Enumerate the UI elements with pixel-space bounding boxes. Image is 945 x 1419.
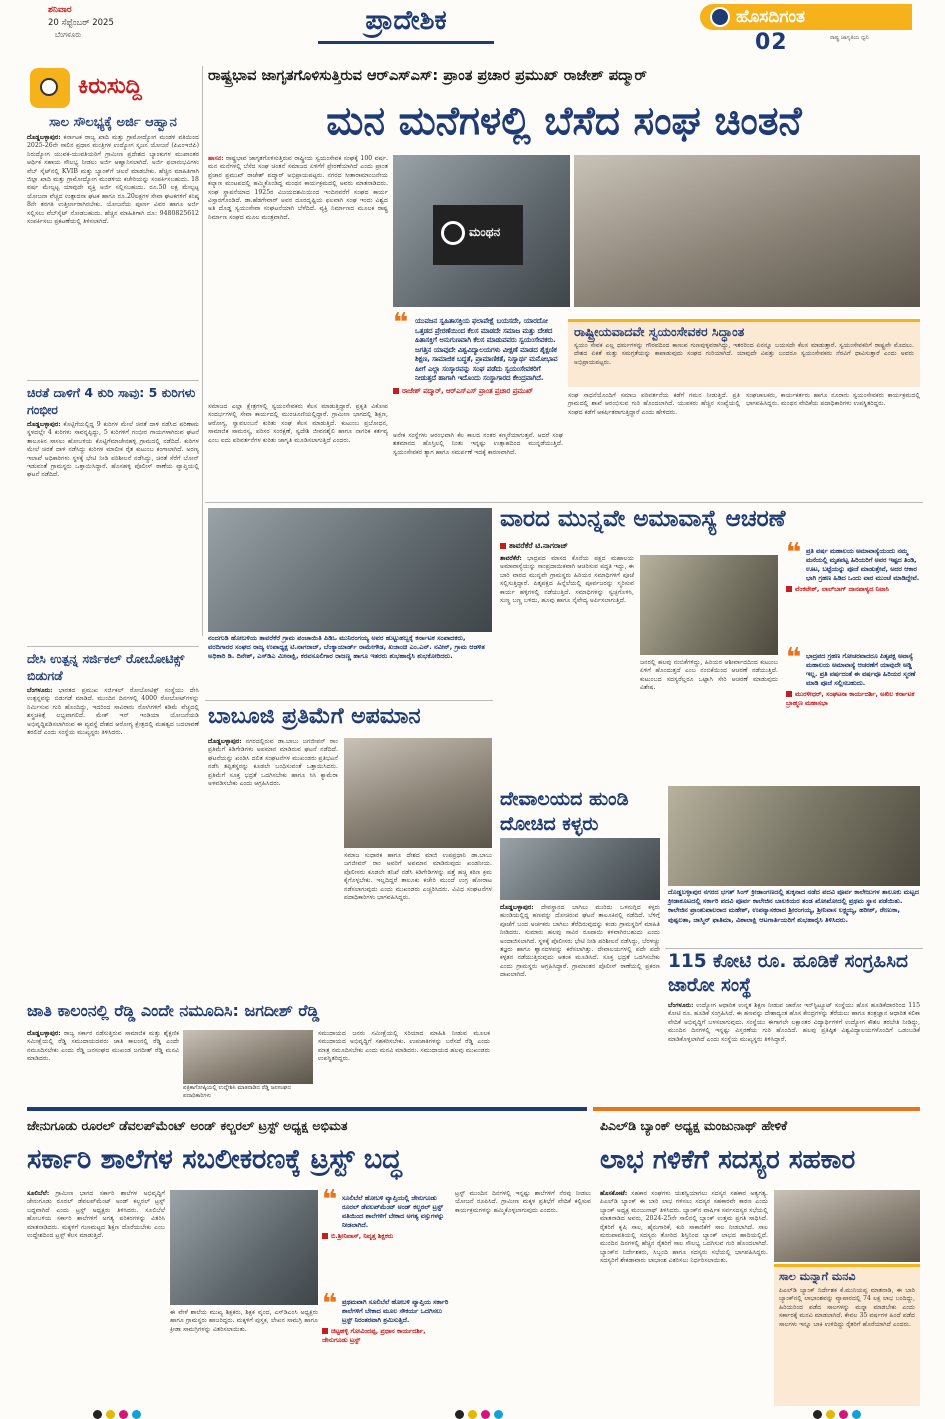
- pld-body-1: [600, 1190, 768, 1266]
- jeenugodu-quote-1-author-text: ಬಿ.ಶ್ರೀನಿವಾಸ್, ನಿವೃತ್ತ ಶಿಕ್ಷಕರು: [331, 1232, 394, 1240]
- jeenugodu-text-1: ಗ್ರಾಮೀಣ ಭಾಗದ ಸರ್ಕಾರಿ ಶಾಲೆಗಳ ಅಭಿವೃದ್ಧಿಗೆ ಜೇನುಗೂಡು ರೂರಲ್ ಡೆವಲಪ್‌ಮೆಂಟ್ ಅಂಡ್ ಕಲ್ಚರಲ್ ಟ್ರಸ್ಟ್ ಬದ್ಧವಾಗಿದೆ ಎಂದು ಟ್ರಸ್ಟ್ ಅಧ್ಯಕ್ಷರು ತಿಳಿಸಿದರು. ಸೂಲಿಬೆಲೆ ಹೋಬಳಿಯ ಸರ್ಕಾರಿ ಶಾಲೆಗಳಿಗೆ ಅಗತ್ಯ ಪರಿಕರಗಳನ್ನು ವಿತರಿಸಿ ಮಾತನಾಡಿದರು. ಮಕ್ಕಳಿಗೆ ಗುಣಮಟ್ಟದ ಶಿಕ್ಷಣ ದೊರೆಯಬೇಕು ಎಂಬ ಉದ್ದೇಶದಿಂದ ಟ್ರಸ್ಟ್ ಕೆಲಸ ಮಾಡುತ್ತಿದೆ.: [27, 1190, 165, 1240]
- section-banner: [318, 3, 494, 44]
- bullet-square-icon: [322, 1233, 328, 1239]
- quote-mark-icon: ❝: [786, 643, 802, 673]
- lead-text-4: ಸಂಘ ಸಾಧನೆಯೊಂದಿಗೆ ಸಮಾಜ ಪರಿವರ್ತನೆಯ ಕಡೆಗೆ ಗಮನ ನೀಡುತ್ತಿದೆ. ಪ್ರತಿ ಗ್ರಾಮದಲ್ಲಿ ಶಾಖೆ ಆರಂಭಿಸುವ ಗುರಿ ಹೊಂದಲಾಗಿದೆ. ಯುವಕರು ಹೆಚ್ಚಿನ ಸಂಖ್ಯೆಯಲ್ಲಿ ಸಂಘದ ಕಡೆಗೆ ಆಕರ್ಷಿತರಾಗುತ್ತಿದ್ದಾರೆ ಎಂದು ಹೇಳಿದರು.: [568, 392, 740, 416]
- lead-text-5: ಸಂಘಚಾಲಕರು, ಕಾರ್ಯಕರ್ತರು ಹಾಗೂ ನೂರಾರು ಸ್ವಯಂಸೇವಕರು ಕಾರ್ಯಕ್ರಮದಲ್ಲಿ ಭಾಗವಹಿಸಿದ್ದರು. ಮಂಥನ ವೇದಿಕೆಯ ಪದಾಧಿಕಾರಿಗಳು ಉಪಸ್ಥಿತರಿದ್ದರು.: [746, 392, 920, 408]
- pld-kicker: ಪಿಎಲ್‌ಡಿ ಬ್ಯಾಂಕ್ ಅಧ್ಯಕ್ಷ ಮಂಜುನಾಥ್ ಹೇಳಿಕೆ: [600, 1118, 788, 1133]
- jeenugodu-dateline: ಸೂಲಿಬೆಲೆ:: [27, 1190, 50, 1197]
- divider: [27, 380, 199, 381]
- jati-text-1: ರಾಜ್ಯ ಸರ್ಕಾರ ನಡೆಸುತ್ತಿರುವ ಸಾಮಾಜಿಕ ಮತ್ತು ಶೈಕ್ಷಣಿಕ ಸಮೀಕ್ಷೆಯಲ್ಲಿ ರೆಡ್ಡಿ ಸಮುದಾಯದವರು ಜಾತಿ ಕಾಲಂನಲ್ಲಿ ರೆಡ್ಡಿ ಎಂದೇ ನಮೂದಿಸಬೇಕು ಎಂದು ರೆಡ್ಡಿ ಜನಸಂಘದ ಮುಖಂಡ ಜಗದೀಶ್ ರೆಡ್ಡಿ ಮನವಿ ಮಾಡಿದರು.: [27, 1030, 179, 1063]
- bullet-square-icon: [322, 1328, 328, 1334]
- tavarekere-photo: [208, 508, 492, 632]
- paper-logo-banner: [700, 4, 912, 30]
- jeenugodu-body-1: [27, 1190, 165, 1240]
- bullet-square-icon: [393, 388, 399, 394]
- bullet-square-icon: [786, 691, 792, 697]
- jati-press-photo: [183, 1030, 313, 1084]
- lead-sidebar: [568, 319, 920, 387]
- kirusuddi-label: [22, 66, 200, 110]
- pld-meeting-photo: [774, 1190, 920, 1262]
- jeenugodu-photo: [170, 1190, 318, 1305]
- tavarekere-caption: [208, 634, 492, 696]
- left-column-divider: [202, 66, 203, 636]
- registration-mark: [468, 1410, 477, 1419]
- lead-column-1: [208, 155, 388, 403]
- jeenugodu-headline: ಸರ್ಕಾರಿ ಶಾಲೆಗಳ ಸಬಲೀಕರಣಕ್ಕೆ ಟ್ರಸ್ಟ್ ಬದ್ಧ: [27, 1144, 402, 1175]
- amavasye-reporter: [500, 541, 568, 551]
- jeenugodu-quote-2-author: [322, 1327, 450, 1344]
- registration-mark: [826, 1410, 835, 1419]
- pld-box-title: ಸಾಲ ಮನ್ನಾಗೆ ಮನವಿ: [779, 1270, 856, 1283]
- registration-mark: [455, 1410, 464, 1419]
- kirusuddi-title: ಕಿರುಸುದ್ದಿ: [78, 74, 142, 99]
- college-team-photo: [668, 786, 920, 886]
- lead-dateline: ಹಾಸನ:: [208, 155, 224, 162]
- masthead-city: ಬೆಂಗಳೂರು: [55, 31, 82, 39]
- amavasye-quote-1: [786, 538, 920, 643]
- story-robotics-headline: ದೇಸಿ ಉತ್ಪನ್ನ ಸರ್ಜಿಕಲ್ ರೋಬೋಟಿಕ್ಸ್ ಬಿಡುಗಡೆ: [27, 651, 185, 683]
- babuji-text-2: ಸಮಾಜ ಸುಧಾರಕ ಹಾಗೂ ದೇಶದ ಮಾಜಿ ಉಪಪ್ರಧಾನಿ ಡಾ.ಬಾಬು ಜಗಜೀವನ್ ರಾಂ ಅವರಿಗೆ ಅಪಮಾನ ಮಾಡಿರುವುದು ಖಂಡನೀಯ. ಪೊಲೀಸರು ಕೂಡಲೇ ತನಿಖೆ ನಡೆಸಿ ಕಿಡಿಗೇಡಿಗಳನ್ನು ಪತ್ತೆ ಹಚ್ಚಿ ಕಠಿಣ ಕ್ರಮ ಕೈಗೊಳ್ಳಬೇಕು. ಇಲ್ಲದಿದ್ದರೆ ತಾಲೂಕು ಕಚೇರಿ ಮುಂದೆ ಉಗ್ರ ಹೋರಾಟ ನಡೆಸಲಾಗುವುದು ಎಂದು ಮುಖಂಡರು ಎಚ್ಚರಿಸಿದರು. ವಿವಿಧ ಸಂಘಟನೆಗಳ ಪದಾಧಿಕಾರಿಗಳು ಭಾಗವಹಿಸಿದ್ದರು.: [344, 852, 492, 902]
- story-robotics-text: ಭಾರತದ ಪ್ರಮುಖ ಸರ್ಜಿಕಲ್ ರೋಬೋಟಿಕ್ಸ್ ಸಂಸ್ಥೆಯು ದೇಸಿ ಉತ್ಪನ್ನವನ್ನು ಬಿಡುಗಡೆ ಮಾಡಿದೆ. ಮುಂದಿನ ದಿನಗಳಲ್ಲಿ 4000 ರೋಬೋಟ್‌ಗಳನ್ನು ನಿರ್ಮಿಸುವ ಗುರಿ ಹೊಂದಿದ್ದು, ಇದರಿಂದ ಸಾವಿರಾರು ರೋಗಿಗಳಿಗೆ ಕಡಿಮೆ ವೆಚ್ಚದಲ್ಲಿ ಶಸ್ತ್ರಚಿಕಿತ್ಸೆ ಲಭ್ಯವಾಗಲಿದೆ. ಮೇಕ್ ಇನ್ ಇಂಡಿಯಾ ಯೋಜನೆಯಡಿ ಅಭಿವೃದ್ಧಿಪಡಿಸಲಾಗಿರುವ ಈ ವ್ಯವಸ್ಥೆ ದೇಶದ ಆರೋಗ್ಯ ಕ್ಷೇತ್ರದಲ್ಲಿ ಮಹತ್ವದ ಬದಲಾವಣೆ ತರಲಿದೆ ಎಂದು ಸಂಸ್ಥೆಯ ಮುಖ್ಯಸ್ಥರು ತಿಳಿಸಿದರು.: [27, 687, 199, 737]
- jati-column-1: [27, 1030, 179, 1090]
- hundi-photo: [500, 838, 660, 900]
- babuji-column-1: [208, 738, 338, 995]
- kirusuddi-story-loan: [27, 114, 199, 377]
- jaro-text: ಉದ್ಯೋಗ ಆಧಾರಿತ ಉನ್ನತ ಶಿಕ್ಷಣ ನೀಡುವ ಜಾರೋ ಇನ್‌ಸ್ಟಿಟ್ಯೂಟ್ ಸಂಸ್ಥೆಯು ಹೊಸ ಹೂಡಿಕೆದಾರರಿಂದ 115 ಕೋಟಿ ರೂ. ಹೂಡಿಕೆ ಸಂಗ್ರಹಿಸಿದೆ. ಈ ಹಣವನ್ನು ದೇಶಾದ್ಯಂತ ಹೊಸ ಕೇಂದ್ರಗಳನ್ನು ತೆರೆಯಲು ಹಾಗೂ ತಂತ್ರಜ್ಞಾನ ಆಧಾರಿತ ಕಲಿಕಾ ವೇದಿಕೆ ಅಭಿವೃದ್ಧಿಗೆ ಬಳಸಲಾಗುವುದು. ಸಂಸ್ಥೆಯು ಈಗಾಗಲೇ ಲಕ್ಷಾಂತರ ವಿದ್ಯಾರ್ಥಿಗಳಿಗೆ ಉದ್ಯೋಗ ಕೌಶಲ ತರಬೇತಿ ನೀಡಿದ್ದು, ಮುಂದಿನ ದಿನಗಳಲ್ಲಿ ಇನ್ನಷ್ಟು ವಿಸ್ತರಣೆಯ ಗುರಿ ಹೊಂದಿದೆ. ಹಲವು ಪ್ರತಿಷ್ಠಿತ ವಿಶ್ವವಿದ್ಯಾಲಯಗಳೊಂದಿಗೆ ಒಡಂಬಡಿಕೆ ಮಾಡಿಕೊಳ್ಳಲಾಗಿದೆ ಎಂದು ಸಂಸ್ಥೆಯ ಮುಖ್ಯಸ್ಥರು ತಿಳಿಸಿದ್ದಾರೆ.: [668, 1002, 921, 1043]
- registration-mark: [852, 1410, 861, 1419]
- story-loan-dateline: ದೊಡ್ಡಬಳ್ಳಾಪುರ:: [27, 134, 61, 141]
- hundi-dateline: ದೊಡ್ಡಬಳ್ಳಾಪುರ:: [500, 904, 534, 911]
- paper-tagline: ರಾಷ್ಟ್ರ ಜಾಗೃತಿಯ ಧ್ವನಿ: [830, 35, 869, 41]
- amavasye-grave-photo: [640, 555, 778, 655]
- pld-text-2: ಸಾಲ ಮರುಪಾವತಿಯಲ್ಲಿ ಸದಸ್ಯರು ತೋರಿದ ಶಿಸ್ತಿನಿಂದ ಬ್ಯಾಂಕ್ ಲಾಭದ ಹಾದಿಯಲ್ಲಿದೆ. ಮುಂದಿನ ದಿನಗಳಲ್ಲಿ ಹೆಚ್ಚಿನ ರೈತರಿಗೆ ಸಾಲ ಸೌಲಭ್ಯ ಒದಗಿಸುವ ಗುರಿ ಹೊಂದಲಾಗಿದೆ. ಬ್ಯಾಂಕ್‌ನ ನಿರ್ದೇಶಕರು, ಸಿಬ್ಬಂದಿ ಹಾಗೂ ಸದಸ್ಯರು ಸಭೆಯಲ್ಲಿ ಭಾಗವಹಿಸಿದ್ದರು. ಸದಸ್ಯರಿಗೆ ಶೇಕಡಾವಾರು ಲಾಭಾಂಶ ವಿತರಿಸಲು ನಿರ್ಧರಿಸಲಾಯಿತು.: [600, 1223, 768, 1265]
- lead-headline: ಮನ ಮನೆಗಳಲ್ಲಿ ಬೆಸೆದ ಸಂಘ ಚಿಂತನೆ: [326, 99, 802, 144]
- jeenugodu-quote-1-text: ಸೂಲಿಬೆಲೆ ಹೋಬಳಿ ವ್ಯಾಪ್ತಿಯಲ್ಲಿ ಜೇನುಗೂಡು ರೂರಲ್ ಡೆವಲಪ್‌ಮೆಂಟ್ ಅಂಡ್ ಕಲ್ಚರಲ್ ಟ್ರಸ್ಟ್ ವತಿಯಿಂದ ಶಾಲೆಗಳಿಗೆ ಬೇಕಾದ ಅಗತ್ಯ ವಸ್ತುಗಳನ್ನು ನೀಡಲಾಗಿದೆ.: [342, 1194, 445, 1229]
- college-caption: [668, 888, 920, 946]
- babuji-protest-photo: [344, 738, 492, 848]
- hundi-body: [500, 904, 660, 980]
- tavarekere-caption-text: ನಂದಗುಡಿ ಹೋಬಳಿಯ ತಾವರೆಕೆರೆ ಗ್ರಾಮ ಪಂಚಾಯಿತಿ ಪಿಡಿಒ ಮುನಿರಂಗಯ್ಯ ಅವರ ಹುಟ್ಟುಹಬ್ಬಕ್ಕೆ ಕರ್ನಾಟಕ ಸಂಪಾದಕರು, ವರದಿಗಾರರ ಸಂಘದ ರಾಜ್ಯ ಉಪಾಧ್ಯಕ್ಷ ಟಿ.ನಾಗರಾಜ್, ಬೆಂಕ್ಯಾಯಾರ್ಡ್ ರಾಮೇಗೌಡ, ಖಜಾಂಚಿ ಎಂ.ಎನ್. ನವೀನ್, ಗ್ರಾಮ ಆಡಳಿತ ಅಧಿಕಾರಿ ಡಿ. ದಿನೇಶ್, ಎಸ್‌ಡಿಎ ಮೀನಾಕ್ಷಿ, ಕರವಸೂಲಿಗಾರ ರಾಜಣ್ಣ ಹಾಗೂ ಇತರರು ಶುಭಹಾರೈಸಿ ಶುಭಕೋರಿದರು.: [208, 634, 485, 661]
- amavasye-column-1: [500, 555, 634, 775]
- story-loan-text: ಕರ್ನಾಟಕ ರಾಜ್ಯ ಖಾದಿ ಮತ್ತು ಗ್ರಾಮೋದ್ಯೋಗ ಮಂಡಳಿ ವತಿಯಿಂದ 2025-26ನೇ ಸಾಲಿನ ಪ್ರಧಾನ ಮಂತ್ರಿಗಳ ಉದ್ಯೋಗ ಸೃಜನ ಯೋಜನೆ (ಪಿಎಂಇಜಿಪಿ) ನಿರುದ್ಯೋಗ ಯುವಕ-ಯುವತಿಯರಿಗೆ ಗ್ರಾಮೀಣ ಪ್ರದೇಶದ ಬ್ಯಾಂಕುಗಳ ಮುಖಾಂತರ ಆರ್ಥಿಕ ಸಹಾಯ ಸೌಲಭ್ಯ ನೀಡಲು ಅರ್ಜಿ ಆಹ್ವಾನಿಸಲಾಗಿದೆ. ಅರ್ಜಿ ಫಲಾನುಭವಿಗಳು ವೆಬ್ ಸೈಟ್‌ನಲ್ಲಿ KVIB ಮತ್ತು ಬ್ಯಾಂಕ್‌ಗೆ ಚಲನೆ ಮಾಡಬೇಕು. ಹೆಚ್ಚಿನ ಮಾಹಿತಿಗಾಗಿ ಜಿಲ್ಲಾ ಖಾದಿ ಮತ್ತು ಗ್ರಾಮೋದ್ಯೋಗ ಮಂಡಳಿಯ ಕಚೇರಿಯನ್ನು ಸಂಪರ್ಕಿಸಬಹುದು. 18 ವರ್ಷ ಮೇಲ್ಪಟ್ಟ ಯಾವುದೇ ವ್ಯಕ್ತಿ ಅರ್ಜಿ ಸಲ್ಲಿಸಬಹುದು. ರೂ.50 ಲಕ್ಷ ಮೇಲ್ಪಟ್ಟ ಯೋಜನಾ ವೆಚ್ಚದ ಉತ್ಪಾದನಾ ಘಟಕ ಹಾಗೂ ರೂ.20ಲಕ್ಷಗಳ ಸೇವಾ ಘಟಕಗಳಿಗೆ ಕನಿಷ್ಠ 8ನೇ ತರಗತಿ ಉತ್ತೀರ್ಣರಾಗಿರಬೇಕು. ಯೋಜನೆಯ ಪೂರ್ಣ ವಿವರ ಹಾಗೂ ಅರ್ಜಿ ಸಲ್ಲಿಸಲು ವೆಬ್‌ಸೈಟ್ ನೋಡಬಹುದು. ಹೆಚ್ಚಿನ ಮಾಹಿತಿಗಾಗಿ ದೂ: 9480825612 ಸಂಪರ್ಕಿಸಲು ಪ್ರಕಟಣೆಯಲ್ಲಿ ತಿಳಿಸಲಾಗಿದೆ.: [27, 134, 200, 226]
- registration-mark: [813, 1410, 822, 1419]
- lead-text-1: ರಾಷ್ಟ್ರಭಾವ ಜಾಗೃತಗೊಳಿಸುತ್ತಿರುವ ರಾಷ್ಟ್ರೀಯ ಸ್ವಯಂಸೇವಕ ಸಂಘಕ್ಕೆ 100 ವರ್ಷ. ಮನ ಮನೆಗಳಲ್ಲಿ ಬೆಸೆದ ಸಂಘ ಚಿಂತನೆ ಸಮಾಜದ ಏಳಿಗೆಗೆ ಪ್ರೇರಣೆಯಾಗಿದೆ ಎಂದು ಪ್ರಾಂತ ಪ್ರಚಾರ ಪ್ರಮುಖ್ ರಾಜೇಶ್ ಪದ್ಮಾರ್ ಅಭಿಪ್ರಾಯಪಟ್ಟರು. ನಗರದ ಸೀತಾರಾಮಾಂಜನೇಯ ಕಲ್ಯಾಣ ಮಂಟಪದಲ್ಲಿ ಹಮ್ಮಿಕೊಂಡಿದ್ದ ಮಂಥನ ಕಾರ್ಯಕ್ರಮದಲ್ಲಿ ಅವರು ಮಾತನಾಡಿದರು. ಸಂಘ ಸ್ಥಾಪನೆಯಾದ 1925ರ ವಿಜಯದಶಮಿಯಿಂದ ಇಂದಿನವರೆಗೆ ಸಂಘದ ಕಾರ್ಯ ವಿಸ್ತಾರಗೊಂಡಿದೆ. ಡಾ.ಹೆಡಗೇವಾರ್ ಅವರ ದೂರದೃಷ್ಟಿಯ ಫಲವಾಗಿ ಸಂಘ ಇಂದು ವಿಶ್ವದ ಅತಿ ದೊಡ್ಡ ಸ್ವಯಂಸೇವಾ ಸಂಘಟನೆಯಾಗಿ ಬೆಳೆದಿದೆ. ವ್ಯಕ್ತಿ ನಿರ್ಮಾಣದ ಮೂಲಕ ರಾಷ್ಟ್ರ ನಿರ್ಮಾಣ ಸಂಘದ ಮೂಲ ಮಂತ್ರವಾಗಿದೆ.: [208, 155, 389, 221]
- page-number: 02: [755, 30, 788, 55]
- lead-quote-author-text: ರಾಜೇಶ್ ಪದ್ಮಾರ್, ಆರ್‌ಎಸ್‌ಎಸ್ ಪ್ರಾಂತ ಪ್ರಚಾರ ಪ್ರಮುಖ್: [402, 386, 534, 395]
- separator-left: [27, 1107, 587, 1111]
- section-separator-bar: [27, 1107, 920, 1111]
- divider: [205, 700, 493, 701]
- lead-column-5: [746, 392, 920, 497]
- registration-mark: [119, 1410, 128, 1419]
- logo-emblem-icon: [710, 7, 730, 27]
- masthead-day: ಶನಿವಾರ: [48, 5, 72, 15]
- amavasye-quote-1-author-text: ವೆಂಕಟೇಶ್, ಲಾಲ್‌ಬಾಗ್ ದಾನಪಾಳ್ಯದ ನಿವಾಸಿ: [795, 585, 889, 593]
- story-loan-body: [27, 134, 199, 226]
- amavasye-quote-1-text: ಪ್ರತಿ ವರ್ಷ ಮಹಾಲಯ ಅಮಾವಾಸ್ಯೆಯಂದು ನಮ್ಮ ಮನೆಯಲ್ಲಿ ಮೃತಪಟ್ಟ ಹಿರಿಯರಿಗೆ ಅವರ ಇಷ್ಟದ ತಿಂಡಿ, ಊಟ, ಬಟ್ಟೆಯನ್ನು ಪೂಜೆ ಮಾಡುತ್ತೇವೆ, ಅದರ ಆಕಾರ ಭಾಗಿ ಗ್ರಹಣ ಹಿಡಿದ ಒಂದು ವಾರ ಮುಂಚೆ ಮಾಡಿದ್ದೇವೆ.: [806, 547, 920, 582]
- pld-box: [774, 1264, 920, 1406]
- lead-quote-text: ಯುವಜನ ಸ್ವಹಿತಾಸಕ್ತಿಯ ಫಲಾಪೇಕ್ಷೆ ಬಯಸದೇ, ಯಾರದೋ ಒತ್ತಡದ ಪ್ರೇರಣೆಯಿಂದ ಕೆಲಸ ಮಾಡದೇ ಸಮಾಜ ಮತ್ತು ದೇಶದ ಹಿತಾಸಕ್ತಿಗೆ ಅನುಗುಣವಾಗಿ ಕೆಲಸ ಮಾಡುವವರು ಸ್ವಯಂಸೇವಕರು. ಜಗತ್ತಿನ ಯಾವುದೇ ವಿಶ್ವವಿದ್ಯಾಲಯಗಳು ವೀಕ್ಷಣೆ ಮಾಡದ ಶೈಕ್ಷಣಿಕ ಶಿಕ್ಷಣ, ಸಾಮಾಜಿಕ ಬದ್ಧತೆ, ಪ್ರಾಮಾಣಿಕತೆ, ನಿಸ್ವಾರ್ಥ ಮನೋಭಾವ ಹೀಗೆ ಎಲ್ಲಾ ಸಂಸ್ಕಾರವನ್ನು ಸಂಘ ಪಡೆದು ಸ್ವಯಂಸೇವಕರಿಗೆ ನೀಡುತ್ತದೆ ಹಾಗಾಗಿ ಇದೊಂದು ಸಂಸ್ಥಾಗಾರದ ಕೇಂದ್ರವಾಗಿದೆ.: [415, 317, 558, 382]
- jeenugodu-quote-1-author: [322, 1232, 450, 1241]
- jeenugodu-text-3: ಟ್ರಸ್ಟ್ ಮುಂದಿನ ದಿನಗಳಲ್ಲಿ ಇನ್ನಷ್ಟು ಶಾಲೆಗಳಿಗೆ ನೆರವು ನೀಡಲು ಯೋಜನೆ ರೂಪಿಸಿದೆ. ಗ್ರಾಮೀಣ ಮಕ್ಕಳ ಪ್ರತಿಭೆಗೆ ವೇದಿಕೆ ಕಲ್ಪಿಸುವ ಕಾರ್ಯಕ್ರಮಗಳನ್ನು ಹಮ್ಮಿಕೊಳ್ಳಲಾಗುವುದು ಎಂದರು.: [455, 1190, 591, 1214]
- jati-photo-caption-text: ಪತ್ರಿಕಾಗೋಷ್ಠಿಯಲ್ಲಿ ಉದ್ದೇಶಿಸಿ ಮಾತನಾಡಿದ ರೆಡ್ಡಿ ಜನಸಂಘದ ಪದಾಧಿಕಾರಿಗಳು: [183, 1085, 291, 1099]
- amavasye-dateline: ತಾವರೆಕೆರೆ:: [500, 555, 522, 562]
- pld-dateline: ಹೊಸಕೋಟೆ:: [600, 1190, 628, 1197]
- jeenugodu-quote-2-author-text: ಚಿಟ್ಟಹಳ್ಳಿ ಗೋವಿಂದಪ್ಪ, ಪ್ರಧಾನ ಕಾರ್ಯದರ್ಶಿ, ಜೇನುಗೂಡು ಟ್ರಸ್ಟ್: [322, 1327, 426, 1344]
- amavasye-reporter-text: ತಾವರೆಕೆರೆ ಟಿ.ನಾಗರಾಜ್: [509, 541, 568, 550]
- story-leopard-body: [27, 421, 199, 480]
- pld-headline: ಲಾಭ ಗಳಿಕೆಗೆ ಸದಸ್ಯರ ಸಹಕಾರ: [600, 1145, 856, 1175]
- lead-column-4: [568, 392, 740, 497]
- jeenugodu-column-1: [27, 1190, 165, 1405]
- lead-quote-author: [393, 387, 563, 396]
- bullet-square-icon: [500, 543, 506, 549]
- registration-mark: [106, 1410, 115, 1419]
- sidebar-title: ರಾಷ್ಟ್ರೀಯವಾದವೇ ಸ್ವಯಂಸೇವಕರ ಸಿದ್ಧಾಂತ: [574, 324, 745, 339]
- hundi-headline: ದೇವಾಲಯದ ಹುಂಡಿ ದೋಚಿದ ಕಳ್ಳರು: [500, 788, 629, 835]
- jati-photo-caption: [183, 1085, 313, 1103]
- jaro-dateline: ಬೆಂಗಳೂರು:: [668, 1002, 694, 1009]
- amavasye-quote-2-text: ಭಾದ್ರಪದ ಗ್ರಹಣ ಗೋಚರವಾದರೂ ಪಿತೃಪಕ್ಷ ಅವಾಸ್ಯೆ ಮಹಾಲಯ ಅಮಾವಾಸ್ಯೆ ಆಚರಣೆಗೆ ಯಾವುದೇ ಅಡ್ಡಿ ಇಲ್ಲ. ಪ್ರತಿ ವರ್ಷದಂತೆ ಈ ವರ್ಷವೂ ಹಿರಿಯರ ಸ್ಮರಣೆ ಮಾಡಿ ಪೂಜೆ ಸಲ್ಲಿಸಬಹುದು.: [806, 652, 916, 687]
- lead-text-3: ಅನೇಕ ಸಂಸ್ಥೆಗಳು ಆರಂಭವಾಗಿ ಕೆಲ ಕಾಲದ ನಂತರ ಕಣ್ಮರೆಯಾಗುತ್ತವೆ. ಆದರೆ ಸಂಘ ಶತಮಾನದ ಹೊಸ್ತಿಲಲ್ಲಿ ನಿಂತು ಇನ್ನಷ್ಟು ಉತ್ಸಾಹದಿಂದ ಮುನ್ನಡೆಯುತ್ತಿದೆ. ಸ್ವಯಂಸೇವಕರ ತ್ಯಾಗ ಹಾಗೂ ಸಮರ್ಪಣೆ ಇದಕ್ಕೆ ಕಾರಣವಾಗಿದೆ.: [393, 432, 563, 456]
- lead-body-1: [208, 155, 388, 222]
- amavasye-quote-1-author: [786, 585, 920, 594]
- babuji-body-1: [208, 738, 338, 788]
- registration-mark: [132, 1410, 141, 1419]
- divider: [665, 948, 923, 949]
- amavasye-text-2: ಜನರಲ್ಲಿ ಹಲವು ನಂಬಿಕೆಗಳಿದ್ದು, ಹಿರಿಯರ ಆಶೀರ್ವಾದದಿಂದ ಕುಟುಂಬ ಏಳಿಗೆ ಹೊಂದುತ್ತದೆ ಎಂಬ ನಂಬಿಕೆಯಿಂದ ಆಚರಣೆ ನಡೆಯುತ್ತಿದೆ. ಕುಟುಂಬದ ಸದಸ್ಯರೆಲ್ಲರೂ ಒಟ್ಟಾಗಿ ಸೇರಿ ಆಚರಣೆ ಮಾಡುವುದು ವಿಶೇಷ.: [640, 659, 778, 692]
- hundi-column-1: [500, 904, 660, 979]
- lead-column-3: [393, 432, 563, 498]
- jaro-column-1: [668, 1002, 920, 1062]
- story-robotics-dateline: ಬೆಂಗಳೂರು:: [27, 687, 53, 694]
- lead-text-2: ಸಮಾಜದ ಎಲ್ಲಾ ಕ್ಷೇತ್ರಗಳಲ್ಲಿ ಸ್ವಯಂಸೇವಕರು ಕೆಲಸ ಮಾಡುತ್ತಿದ್ದಾರೆ. ಪ್ರಕೃತಿ ವಿಕೋಪ ಸಂದರ್ಭಗಳಲ್ಲಿ ಸೇವಾ ಕಾರ್ಯದಲ್ಲಿ ಮುಂಚೂಣಿಯಲ್ಲಿದ್ದಾರೆ. ಗ್ರಾಮೀಣ ಭಾಗದಲ್ಲಿ ಶಿಕ್ಷಣ, ಆರೋಗ್ಯ, ಸ್ವಾವಲಂಬನೆ ಕುರಿತು ಸಂಘ ಕೆಲಸ ಮಾಡುತ್ತಿದೆ. ಕುಟುಂಬ ಪ್ರಬೋಧನ, ಸಾಮಾಜಿಕ ಸಾಮರಸ್ಯ, ಪರಿಸರ ಸಂರಕ್ಷಣೆ, ಸ್ವದೇಶಿ ಜೀವನಶೈಲಿ ಹಾಗೂ ನಾಗರಿಕ ಕರ್ತವ್ಯ ಎಂಬ ಐದು ಪರಿವರ್ತನೆಗಳ ಕುರಿತು ಜಾಗೃತಿ ಮೂಡಿಸಲಾಗುತ್ತಿದೆ ಎಂದರು.: [208, 403, 388, 444]
- divider: [205, 502, 923, 503]
- quote-mark-icon: ❝: [322, 1289, 338, 1319]
- divider: [27, 646, 199, 647]
- manthana-banner: [433, 205, 523, 265]
- amavasye-headline: ವಾರದ ಮುನ್ನವೇ ಅಮಾವಾಸ್ಯೆ ಆಚರಣೆ: [500, 506, 786, 532]
- jeenugodu-quote-1: [322, 1185, 450, 1290]
- pld-box-text: ಪಿಎಲ್‌ಡಿ ಬ್ಯಾಂಕ್ ನಿರ್ದೇಶಕ ಕೆ.ಮುನಿಯಪ್ಪ ಮಾತನಾಡಿ, ಈ ಬಾರಿ ಬ್ಯಾಂಕ್‌ನಲ್ಲಿ ಲಾಭಾಂಶವನ್ನು ವ್ಯಾಪಾರದಲ್ಲಿ 74 ಲಕ್ಷ ಲಾಭ ಬಂದಿದ್ದು, ಹಿರಿಯರಿಂದ ಪಡೆದ ಸಾಲಗಳನ್ನು ಮನ್ನಾ ಮಾಡಬೇಕು ಎಂದು ಸರ್ಕಾರಕ್ಕೆ ಮನವಿ ಮಾಡಲಾಗಿದೆ. ಕೇವಲ 35 ವರ್ಷಗಳ ಹಿಂದೆ ಪಡೆದ ಸಾಲಗಳು ಇನ್ನೂ ಬಾಕಿ ಉಳಿದಿದ್ದು ರೈತರಿಗೆ ಹೊರೆಯಾಗಿದೆ ಎಂದರು.: [779, 1287, 915, 1328]
- registration-mark: [93, 1410, 102, 1419]
- babuji-headline: ಬಾಬೂಜಿ ಪ್ರತಿಮೆಗೆ ಅಪಮಾನ: [208, 704, 421, 729]
- story-loan-headline: ಸಾಲ ಸೌಲಭ್ಯಕ್ಕೆ ಅರ್ಜಿ ಆಹ್ವಾನ: [49, 115, 177, 130]
- amavasye-column-2: [640, 659, 778, 775]
- manthana-logo-icon: [441, 221, 465, 245]
- kirusuddi-story-robotics: [27, 650, 199, 930]
- amavasye-body-1: [500, 555, 634, 605]
- registration-mark: [839, 1410, 848, 1419]
- jati-body-1: [27, 1030, 179, 1064]
- jeenugodu-column-2: [170, 1309, 318, 1405]
- story-leopard-dateline: ದೊಡ್ಡಬಳ್ಳಾಪುರ:: [27, 421, 61, 428]
- lead-column-1b: [208, 403, 388, 498]
- jati-text-2: ಸಮುದಾಯದ ಜನರು ಸಮೀಕ್ಷೆಯಲ್ಲಿ ಸರಿಯಾದ ಮಾಹಿತಿ ನೀಡುವ ಮೂಲಕ ಸಮುದಾಯದ ಅಭಿವೃದ್ಧಿಗೆ ಸಹಕರಿಸಬೇಕು. ಉಪಜಾತಿಗಳನ್ನು ಬರೆಸದೆ ರೆಡ್ಡಿ ಎಂದು ಮಾತ್ರ ನಮೂದಿಸಬೇಕು ಎಂದು ಮನವಿ ಮಾಡಿದರು. ಸಮುದಾಯದ ಹಲವು ಮುಖಂಡರು ಉಪಸ್ಥಿತರಿದ್ದರು.: [318, 1030, 490, 1063]
- amavasye-quote-2: [786, 643, 920, 776]
- jaro-body: [668, 1002, 920, 1044]
- lead-audience-photo: [574, 155, 920, 307]
- masthead-date: 20 ಸೆಪ್ಟೆಂಬರ್ 2025: [48, 18, 114, 28]
- story-leopard-text: ಕೊಟ್ಟಿಗೆಯಲ್ಲಿದ್ದ 9 ಕುರಿಗಳ ಮೇಲೆ ಚಿರತೆ ದಾಳಿ ನಡೆಸಿದ ಪರಿಣಾಮ ಸ್ಥಳದಲ್ಲೇ 4 ಕುರಿಗಳು ಸಾವನ್ನಪ್ಪಿದ್ದು, 5 ಕುರಿಗಳಿಗೆ ಗಂಭೀರ ಗಾಯಗಳಾಗಿರುವ ಘಟನೆ ತಾಲೂಕಿನ ಸಾಸಲು ಹೋಬಳಿಯ ಕೊಟ್ಟಿಗೆಮಾಚೇನಹಳ್ಳಿ ಗ್ರಾಮದಲ್ಲಿ ನಡೆದಿದೆ. ಕುರಿಗಳ ಮೇಲೆ ಚಿರತೆ ದಾಳಿ ನಡೆಸಿದ್ದು ಕುರಿಗಳ ಮಾಲೀಕ ರೈತ ಕುಟುಂಬ ಕಂಗಾಲಾಗಿದೆ. ಅರಣ್ಯ ಇಲಾಖೆ ಅಧಿಕಾರಿಗಳು ಸ್ಥಳಕ್ಕೆ ಭೇಟಿ ನೀಡಿ ಪರಿಶೀಲನೆ ನಡೆಸಿದ್ದು, ಚಿರತೆ ಸೆರೆಗೆ ಬೋನ್ ಇಡುವಂತೆ ಗ್ರಾಮಸ್ಥರು ಒತ್ತಾಯಿಸಿದ್ದಾರೆ. ಹೊಸಹಳ್ಳಿ ಪೊಲೀಸ್ ಠಾಣೆಯ ವ್ಯಾಪ್ತಿಯಲ್ಲಿ ಘಟನೆ ನಡೆದಿದೆ.: [27, 421, 200, 479]
- babuji-text-1: ನಗರದಲ್ಲಿರುವ ಡಾ.ಬಾಬು ಜಗಜೀವನ್ ರಾಂ ಪ್ರತಿಮೆಗೆ ಕಿಡಿಗೇಡಿಗಳು ಅಪಮಾನ ಮಾಡಿರುವ ಘಟನೆ ನಡೆದಿದೆ. ಘಟನೆಯನ್ನು ಖಂಡಿಸಿ ದಲಿತ ಸಂಘಟನೆಗಳ ಮುಖಂಡರು ಪ್ರತಿಭಟನೆ ನಡೆಸಿ ತಪ್ಪಿತಸ್ಥರನ್ನು ಕೂಡಲೇ ಬಂಧಿಸುವಂತೆ ಒತ್ತಾಯಿಸಿದರು. ಪ್ರತಿಮೆಗೆ ಸೂಕ್ತ ಭದ್ರತೆ ಒದಗಿಸಬೇಕು ಹಾಗೂ ಸಿಸಿ ಕ್ಯಾಮೆರಾ ಅಳವಡಿಸಬೇಕು ಎಂದು ಆಗ್ರಹಿಸಿದರು.: [208, 738, 339, 788]
- jaro-headline: 115 ಕೋಟಿ ರೂ. ಹೂಡಿಕೆ ಸಂಗ್ರಹಿಸಿದ ಜಾರೋ ಸಂಸ್ಥೆ: [668, 951, 908, 996]
- pld-text-1: ಸಹಕಾರ ಸಂಘಗಳು ಯಶಸ್ವಿಯಾಗಲು ಸದಸ್ಯರ ಸಹಕಾರ ಅತ್ಯಗತ್ಯ. ಪಿಎಲ್‌ಡಿ ಬ್ಯಾಂಕ್ ಈ ಬಾರಿ ಲಾಭ ಗಳಿಸಲು ಸದಸ್ಯರ ಸಹಕಾರವೇ ಕಾರಣ ಎಂದು ಬ್ಯಾಂಕ್ ಅಧ್ಯಕ್ಷ ಮಂಜುನಾಥ್ ತಿಳಿಸಿದರು. ಬ್ಯಾಂಕ್‌ನ ವಾರ್ಷಿಕ ಸರ್ವಸದಸ್ಯರ ಸಭೆಯಲ್ಲಿ ಮಾತನಾಡಿದ ಅವರು, 2024-25ನೇ ಸಾಲಿನಲ್ಲಿ ಬ್ಯಾಂಕ್ ಉತ್ತಮ ಪ್ರಗತಿ ಸಾಧಿಸಿದೆ. ರೈತರಿಗೆ ಕೃಷಿ ಸಾಲ, ಹೈನುಗಾರಿಕೆ, ಕುರಿ ಸಾಕಾಣಿಕೆಗೆ ಸಾಲ ನೀಡಲಾಗಿದೆ.: [600, 1190, 768, 1231]
- separator-right: [593, 1107, 920, 1111]
- section-title: ಪ್ರಾದೇಶಿಕ: [365, 5, 447, 36]
- babuji-column-2: [344, 852, 492, 995]
- sidebar-text: ಸ್ವಯಂ ಸೇವಕ ಎಲ್ಲ ಧರ್ಮಗಳನ್ನು ಗೌರವದಿಂದ ಕಾಣುವ ಗುಣವುಳ್ಳವರಾಗಿದ್ದು, ಇತರರಿಂದ ಏನನ್ನೂ ಬಯಸದೇ ಕೆಲಸ ಮಾಡುತ್ತಾರೆ. ಸ್ವಯಂಸೇವಕರಿಗೆ ರಾಷ್ಟ್ರವೇ ಮೊದಲು. ದೇಶದ ಏಕತೆ ಮತ್ತು ಸಮಗ್ರತೆಯನ್ನು ಕಾಪಾಡುವುದು ಸಂಘದ ಗುರಿಯಾಗಿದೆ. ಯಾವುದೇ ವಿಪತ್ತು ಬಂದರೂ ಸ್ವಯಂಸೇವಕರು ನೆರವಿಗೆ ಧಾವಿಸುತ್ತಾರೆ ಎಂದು ಅವರು ಅಭಿಪ್ರಾಯಪಟ್ಟರು.: [574, 342, 914, 366]
- jeenugodu-quote-2: [322, 1289, 450, 1406]
- story-leopard-headline: ಚಿರತೆ ದಾಳಿಗೆ 4 ಕುರಿ ಸಾವು: 5 ಕುರಿಗಳು ಗಂಭೀರ: [27, 385, 196, 417]
- jeenugodu-column-3: [455, 1190, 591, 1405]
- lead-quote-box: [393, 308, 563, 428]
- quote-mark-icon: ❝: [322, 1185, 338, 1215]
- jati-column-2: [318, 1030, 490, 1102]
- jeenugodu-text-2: ಈ ವೇಳೆ ಶಾಲೆಯ ಮುಖ್ಯ ಶಿಕ್ಷಕರು, ಶಿಕ್ಷಕ ವೃಂದ, ಎಸ್‌ಡಿಎಂಸಿ ಅಧ್ಯಕ್ಷರು ಹಾಗೂ ಗ್ರಾಮಸ್ಥರು ಹಾಜರಿದ್ದರು. ಮಕ್ಕಳಿಗೆ ಪುಸ್ತಕ, ಲೇಖನ ಸಾಮಗ್ರಿ ಹಾಗೂ ಕ್ರೀಡಾ ಸಾಮಗ್ರಿಗಳನ್ನು ವಿತರಿಸಲಾಯಿತು.: [170, 1309, 318, 1333]
- amavasye-text-1: ಭಾದ್ರಪದ ಮಾಸದ ಕೊನೆಯ ಪಕ್ಷದ ಮಹಾಲಯ ಅಮಾವಾಸ್ಯೆಯನ್ನು ಸಾಂಪ್ರದಾಯಿಕವಾಗಿ ಆಚರಿಸುವ ಪದ್ಧತಿ ಇದ್ದು, ಈ ಬಾರಿ ವಾರದ ಮುನ್ನವೇ ಗ್ರಾಮಸ್ಥರು ಹಿರಿಯರ ಸಮಾಧಿಗಳಿಗೆ ಪೂಜೆ ಸಲ್ಲಿಸುತ್ತಿದ್ದಾರೆ. ಪಿತೃಪಕ್ಷದ ಹಿನ್ನೆಲೆಯಲ್ಲಿ ಪೂರ್ವಜರನ್ನು ಸ್ಮರಿಸುವ ಕಾರ್ಯ ಹಳ್ಳಿಗಳಲ್ಲಿ ನಡೆಯುತ್ತಿದೆ. ಸಮಾಧಿಗಳನ್ನು ಸ್ವಚ್ಛಗೊಳಿಸಿ, ಸುಣ್ಣ ಬಣ್ಣ ಬಳಿದು, ಹೂವು ಹಾಗೂ ನೈವೇದ್ಯ ಅರ್ಪಿಸಲಾಗುತ್ತಿದೆ.: [500, 555, 634, 605]
- masthead: [0, 0, 945, 62]
- story-robotics-body: [27, 687, 199, 737]
- lead-speaker-photo: [393, 155, 570, 307]
- manthana-banner-text: ಮಂಥನ: [469, 225, 501, 239]
- pld-column-1: [600, 1190, 768, 1405]
- quote-mark-icon: ❝: [786, 538, 802, 568]
- jeenugodu-quote-2-text: ಪ್ರಥಮವಾಗಿ ಸೂಲಿಬೆಲೆ ಹೋಬಳಿ ವ್ಯಾಪ್ತಿಯ ಸರ್ಕಾರಿ ಶಾಲೆಗಳಿಗೆ ಬೇಕಾದ ಮೂಲ ಸೌಕರ್ಯ ಒದಗಿಸಲು ಟ್ರಸ್ಟ್ ನಿರಂತರವಾಗಿ ಶ್ರಮಿಸುತ್ತಿದೆ.: [342, 1298, 449, 1324]
- jati-dateline: ದೊಡ್ಡಬಳ್ಳಾಪುರ:: [27, 1030, 61, 1037]
- bullet-square-icon: [786, 586, 792, 592]
- jeenugodu-kicker: ಜೇನುಗೂಡು ರೂರಲ್ ಡೆವಲಪ್‌ಮೆಂಟ್ ಅಂಡ್ ಕಲ್ಚರಲ್ ಟ್ರಸ್ಟ್ ಅಧ್ಯಕ್ಷ ಅಭಿಮತ: [27, 1118, 348, 1133]
- jati-headline: ಜಾತಿ ಕಾಲಂನಲ್ಲಿ ರೆಡ್ಡಿ ಎಂದೇ ನಮೂದಿಸಿ: ಜಗದೀಶ್ ರೆಡ್ಡಿ: [27, 1001, 320, 1020]
- kirusuddi-story-leopard: [27, 384, 199, 644]
- amavasye-quote-2-author: [786, 690, 920, 707]
- quote-mark-icon: ❝: [393, 308, 409, 338]
- college-caption-text: ದೊಡ್ಡಬಳ್ಳಾಪುರ ನಗರದ ಭಗತ್ ಸಿಂಗ್ ಕ್ರೀಡಾಂಗಣದಲ್ಲಿ ತುಕ್ಕನಾದ ನಡೆದ ಪದವಿ ಪೂರ್ವ ಕಾಲೇಜುಗಳ ತಾಲೂಕು ಮಟ್ಟದ ಕ್ರೀಡಾಕೂಟದಲ್ಲಿ ಸರ್ಕಾರಿ ಪದವಿ ಪೂರ್ವ ಕಾಲೇಜಿನ ಬಾಲಕಿಯರ ತಂಡ ಖೋಖೋದಲ್ಲಿ ಪ್ರಥಮ ಸ್ಥಾನ ಪಡೆಯಿತು. ಕಾಲೇಜಿನ ಪ್ರಾಂಶುಪಾಲರಾದ ಮಹೇಶ್, ಉಪನ್ಯಾಸಕರಾದ ಶ್ರೀರಂಗಯ್ಯ, ಶ್ರೀನಿವಾಸ ಲಕ್ಷ್ಮಯ್ಯ, ಹರೀಶ್, ರೇಣುಕಾ, ಪುಷ್ಪಲತಾ, ಜಾಸ್ಮಿನ್ ಫಾತಿಮಾ, ವಿಶಾಲಾಕ್ಷಿ ಆಟಗಾರ್ತಿಯರಿಗೆ ಶುಭಹಾರೈಸಿ ತಿಳಿಸಿದರು.: [668, 888, 919, 924]
- paper-name: ಹೊಸದಿಗಂತ: [736, 7, 806, 27]
- hundi-text: ದೇವಸ್ಥಾನದ ಬಾಗಿಲು ಮುರಿದು ಒಳನುಗ್ಗಿದ ಕಳ್ಳರು ಹುಂಡಿಯಲ್ಲಿದ್ದ ಹಣವನ್ನು ದೋಚಿರುವ ಘಟನೆ ತಾಲೂಕಿನಲ್ಲಿ ನಡೆದಿದೆ. ಬೆಳಿಗ್ಗೆ ಪೂಜೆಗೆ ಬಂದ ಅರ್ಚಕರು ಬಾಗಿಲು ತೆರೆದಿರುವುದನ್ನು ಕಂಡು ಗ್ರಾಮಸ್ಥರಿಗೆ ಮಾಹಿತಿ ನೀಡಿದರು. ಸುಮಾರು ಹಲವು ಸಾವಿರ ರೂಪಾಯಿ ಕಳವಾಗಿರಬಹುದು ಎಂದು ಅಂದಾಜಿಸಲಾಗಿದೆ. ಸ್ಥಳಕ್ಕೆ ಪೊಲೀಸರು ಭೇಟಿ ನೀಡಿ ಪರಿಶೀಲನೆ ನಡೆಸಿದ್ದು, ಬೆರಳಚ್ಚು ತಜ್ಞರು ಹಾಗೂ ಶ್ವಾನದಳವನ್ನು ಕರೆಸಲಾಗಿತ್ತು. ದೇವಾಲಯಗಳಲ್ಲಿ ಪದೇ ಪದೇ ಕಳ್ಳತನ ನಡೆಯುತ್ತಿರುವುದು ಆತಂಕ ಮೂಡಿಸಿದೆ. ಸೂಕ್ತ ಭದ್ರತೆ ಒದಗಿಸಬೇಕು ಎಂದು ಗ್ರಾಮಸ್ಥರು ಆಗ್ರಹಿಸಿದ್ದಾರೆ. ಗ್ರಾಮಾಂತರ ಪೊಲೀಸ್ ಠಾಣೆಯಲ್ಲಿ ಪ್ರಕರಣ ದಾಖಲಾಗಿದೆ.: [500, 904, 660, 979]
- lead-kicker: ರಾಷ್ಟ್ರಭಾವ ಜಾಗೃತಗೊಳಿಸುತ್ತಿರುವ ಆರ್‌ಎಸ್‌ಎಸ್: ಪ್ರಾಂತ ಪ್ರಚಾರ ಪ್ರಮುಖ್ ರಾಜೇಶ್ ಪದ್ಮಾರ್: [208, 68, 647, 84]
- amavasye-quote-2-author-text: ಮುರಳೀಧರ್, ಸಂಘಟನಾ ಕಾರ್ಯದರ್ಶಿ, ಅಖಿಲ ಕರ್ನಾಟಕ ಬ್ರಾಹ್ಮಣ ಮಹಾಸಭಾ: [786, 690, 915, 707]
- babuji-dateline: ದೊಡ್ಡಬಳ್ಳಾಪುರ:: [208, 738, 242, 745]
- kirusuddi-pointer-icon: [40, 78, 58, 96]
- registration-mark: [494, 1410, 503, 1419]
- registration-mark: [481, 1410, 490, 1419]
